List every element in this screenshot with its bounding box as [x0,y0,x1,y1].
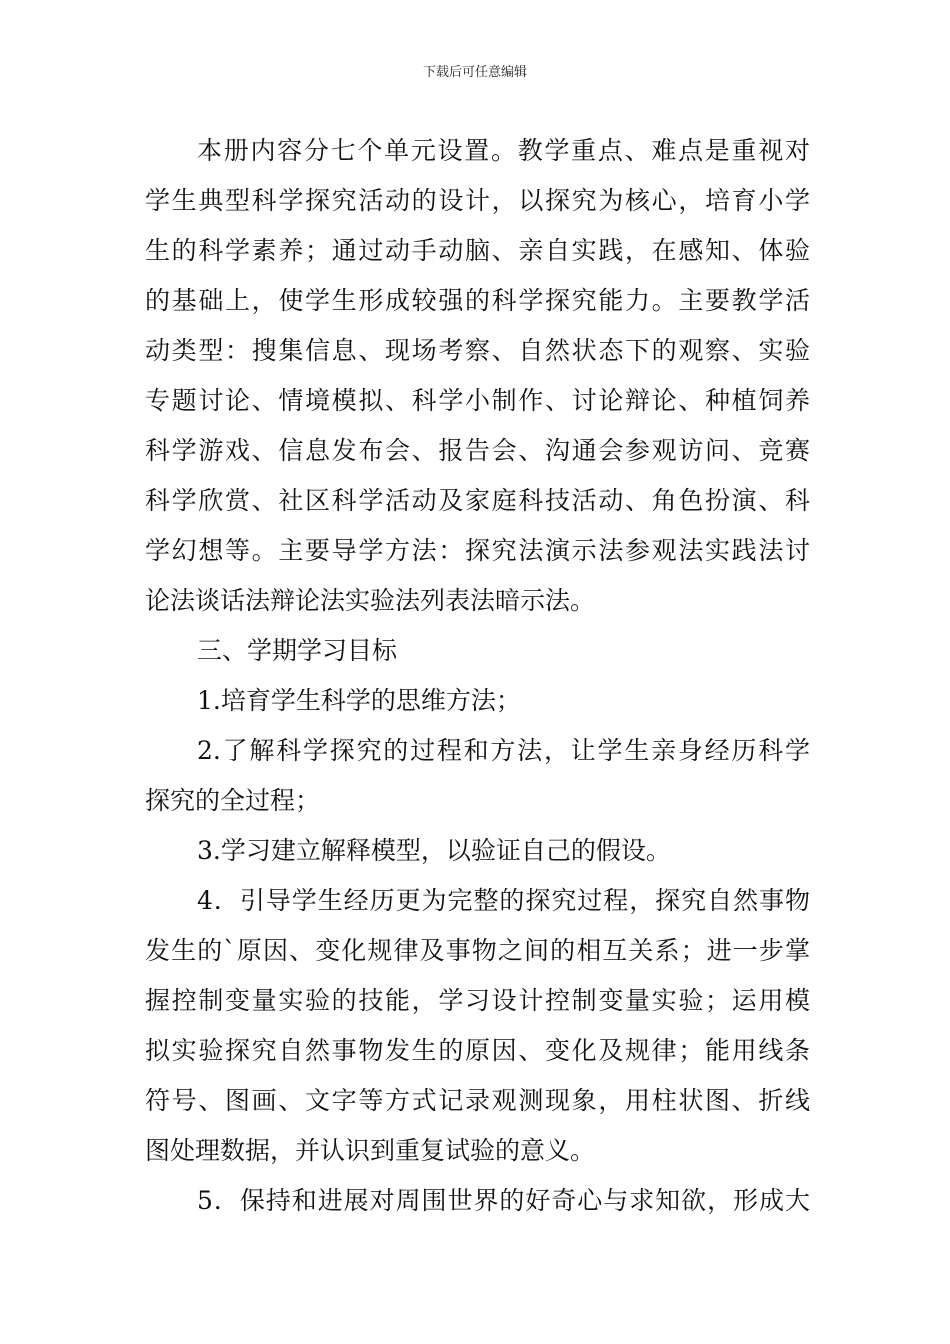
text-line: 发生的`原因、变化规律及事物之间的相互关系；进一步掌 [145,936,810,965]
text-line: 握控制变量实验的技能，学习设计控制变量实验；运用模 [145,986,810,1015]
text-line: 2.了解科学探究的过程和方法，让学生亲身经历科学 [197,736,810,765]
goal-item-1 [145,676,810,726]
text-line: 学幻想等。主要导学方法：探究法演示法参观法实践法讨 [145,536,810,565]
text-line: 科学欣赏、社区科学活动及家庭科技活动、角色扮演、科 [145,486,810,515]
text-line: 符号、图画、文字等方式记录观测现象，用柱状图、折线 [145,1086,810,1115]
goal-item-5 [145,1176,810,1226]
text-line: 探究的全过程； [145,786,321,815]
section-heading [145,626,810,676]
text-line: 动类型：搜集信息、现场考察、自然状态下的观察、实验 [145,336,810,365]
text-line: 生的科学素养；通过动手动脑、亲自实践，在感知、体验 [145,236,810,265]
heading-line: 三、学期学习目标 [197,636,398,665]
text-line: 拟实验探究自然事物发生的原因、变化及规律；能用线条 [145,1036,810,1065]
text-line: 科学游戏、信息发布会、报告会、沟通会参观访问、竞赛 [145,436,810,465]
text-line: 3.学习建立解释模型，以验证自己的假设。 [197,836,671,865]
text-line: 学生典型科学探究活动的设计，以探究为核心，培育小学 [145,186,810,215]
text-line: 本册内容分七个单元设置。教学重点、难点是重视对 [197,136,810,165]
goal-item-3 [145,826,810,876]
document-body [145,126,810,1226]
text-line: 专题讨论、情境模拟、科学小制作、讨论辩论、种植饲养 [145,386,810,415]
paragraph-overview [145,126,810,626]
goal-item-2 [145,726,810,826]
text-line: 论法谈话法辩论法实验法列表法暗示法。 [145,586,596,615]
goal-item-4 [145,876,810,1176]
text-line: 1.培育学生科学的思维方法； [197,686,521,715]
page-header: 下载后可任意编辑 [422,65,527,80]
text-line: 5．保持和进展对周围世界的好奇心与求知欲，形成大 [197,1186,810,1215]
text-line: 图处理数据，并认识到重复试验的意义。 [145,1136,596,1165]
text-line: 4．引导学生经历更为完整的探究过程，探究自然事物 [197,886,810,915]
text-line: 的基础上，使学生形成较强的科学探究能力。主要教学活 [145,286,810,315]
